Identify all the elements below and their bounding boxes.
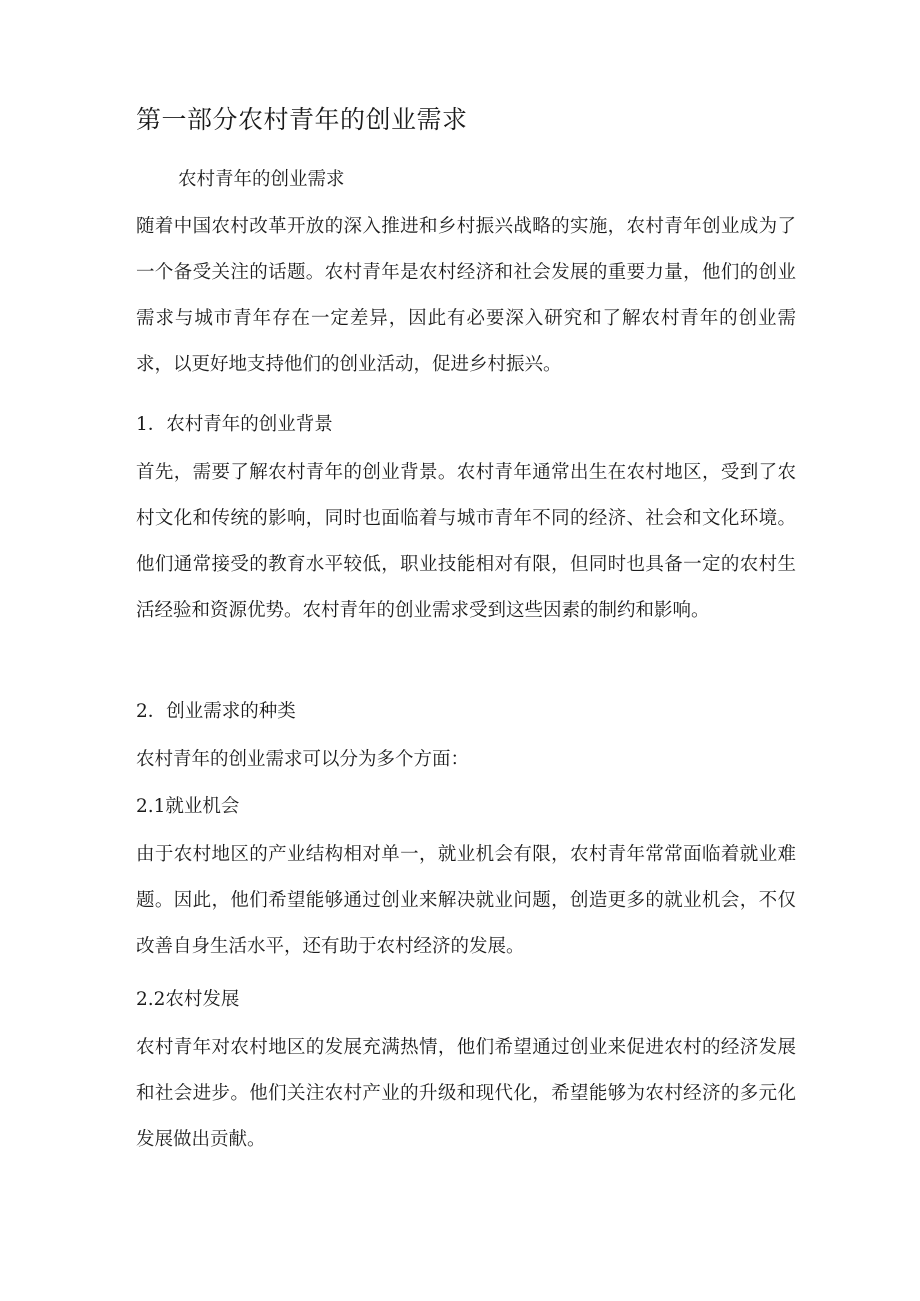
section-1-heading: 1．农村青年的创业背景 xyxy=(136,414,333,435)
subsection-2-1-paragraph: 由于农村地区的产业结构相对单一，就业机会有限，农村青年常常面临着就业难题。因此，他们希望能够通过创业来解决就业问题，创造更多的就业机会，不仅改善自身生活水平，还有助于农村经济的发展。 xyxy=(136,844,796,957)
intro-paragraph: 随着中国农村改革开放的深入推进和乡村振兴战略的实施，农村青年创业成为了一个备受关注的话题。农村青年是农村经济和社会发展的重要力量，他们的创业需求与城市青年存在一定差异，因此有必要深入研究和了解农村青年的创业需求，以更好地支持他们的创业活动，促进乡村振兴。 xyxy=(136,216,796,375)
subsection-2-2-paragraph: 农村青年对农村地区的发展充满热情，他们希望通过创业来促进农村的经济发展和社会进步。他们关注农村产业的升级和现代化，希望能够为农村经济的多元化发展做出贡献。 xyxy=(136,1037,796,1150)
subtitle: 农村青年的创业需求 xyxy=(178,169,345,190)
subsection-2-1-heading: 2.1就业机会 xyxy=(136,796,240,817)
section-2-lead: 农村青年的创业需求可以分为多个方面： xyxy=(136,749,470,770)
page-title: 第一部分农村青年的创业需求 xyxy=(136,105,468,134)
subsection-2-2-heading: 2.2农村发展 xyxy=(136,989,240,1010)
section-1-paragraph: 首先，需要了解农村青年的创业背景。农村青年通常出生在农村地区，受到了农村文化和传统的影响，同时也面临着与城市青年不同的经济、社会和文化环境。他们通常接受的教育水平较低，职业技能相对有限，但同时也具备一定的农村生活经验和资源优势。农村青年的创业需求受到这些因素的制约和影响。 xyxy=(136,462,796,621)
section-2-heading: 2．创业需求的种类 xyxy=(136,701,296,722)
